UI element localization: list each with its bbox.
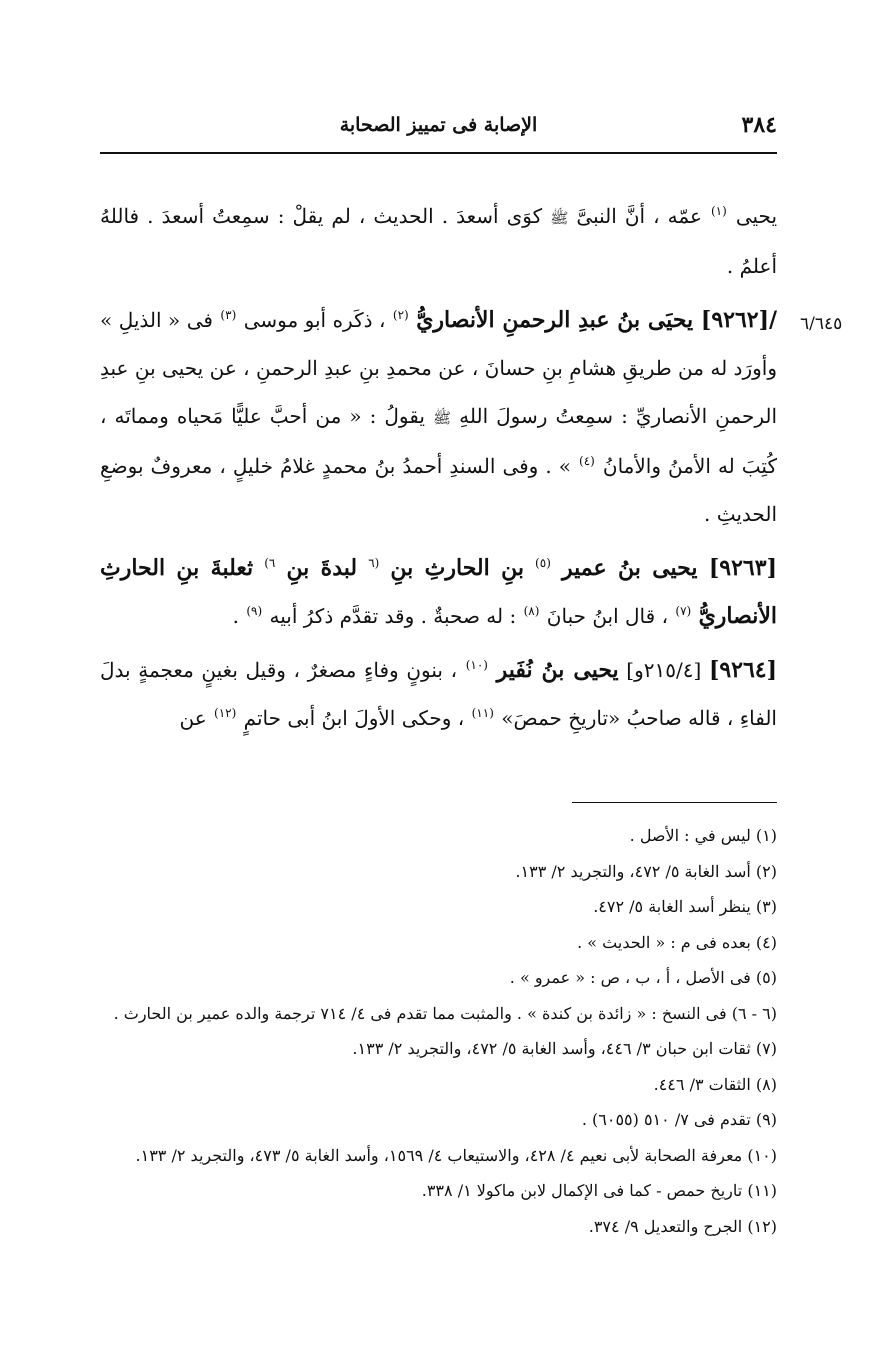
- text-span: ، بنونٍ وفاءٍ مصغرٌ ، وقيل بغينٍ معجمةٍ بدلَ الفاءِ ، قاله صاحبُ «تاريخِ حمصَ»: [100, 658, 777, 730]
- entry-heading-part: يحيى بنُ نُفَير: [496, 657, 619, 683]
- footnote-ref: (٩): [246, 604, 263, 619]
- entry-heading-part: ثعلبةَ بنِ الحارثِ الأنصاريُّ: [100, 555, 777, 629]
- footnote-ref: (٣): [220, 308, 237, 323]
- footnote-ref: (١٠): [465, 658, 488, 673]
- text-span: فى « الذيلِ » وأورَد له من طريقِ هشامِ بنِ حسانَ ، عن محمدِ بنِ عبدِ الرحمنِ ، عن يحيى بنِ عبدِ الرحمنِ الأنصاريِّ : سمِعتُ رسولَ اللهِ: [100, 308, 778, 428]
- footnote: (٥) فى الأصل ، أ ، ب ، ص : « عمرو » .: [509, 968, 777, 987]
- entry-heading: /[٩٢٦٢] يحيَى بنُ عبدِ الرحمنِ الأنصاريُّ: [416, 307, 778, 333]
- text-span: كوَى أسعدَ . الحديث ، لم يقلْ : سمِعتُ أسعدَ . فاللهُ أعلمُ .: [100, 204, 777, 278]
- footnote: (٧) ثقات ابن حبان ٣/ ٤٤٦، وأسد الغابة ٥/ ٤٧٢، والتجريد ٢/ ١٣٣.: [352, 1039, 777, 1058]
- footnote: (٩) تقدم فى ٧/ ٥١٠ (٦٠٥٥) .: [581, 1110, 777, 1129]
- entry-heading: [٩٢٦٣] يحيى بنُ عمير: [561, 555, 777, 581]
- paragraph-continuation: [100, 192, 777, 290]
- entry-9263: [100, 544, 777, 640]
- text-span: .: [232, 604, 239, 628]
- footnote: (٣) ينظر أسد الغابة ٥/ ٤٧٢.: [593, 897, 777, 916]
- text-span: يقولُ : « من أحبَّ عليًّا مَحياه ومماتَه ، كُتِبَ له الأمنُ والأمانُ: [100, 404, 777, 478]
- footnote-ref: ٦): [264, 556, 276, 571]
- entry-heading: [٩٢٦٤]: [708, 657, 778, 683]
- footnote-ref: (١١): [471, 706, 494, 721]
- footnote: (٤) بعده فى م : « الحديث » .: [577, 932, 777, 952]
- footnote: (١١) تاريخ حمص - كما فى الإكمال لابن ماكولا ١/ ٣٣٨.: [421, 1181, 777, 1200]
- text-span: ، قال ابنُ حبانَ: [546, 604, 669, 628]
- footnote-rule: [572, 802, 777, 803]
- footnote-ref: (٨): [523, 604, 540, 619]
- footnote: (١) ليس في : الأصل .: [629, 826, 777, 845]
- footnote-ref: (١٢): [214, 706, 237, 721]
- running-title: الإصابة فى تمييز الصحابة: [339, 114, 538, 136]
- entry-9264: [100, 646, 777, 742]
- entry-heading-part: لبدةَ بنِ: [286, 555, 358, 581]
- text-span: : له صحبةٌ . وقد تقدَّم ذكرُ أبيه: [269, 604, 517, 628]
- footnote: (١٢) الجرح والتعديل ٩/ ٣٧٤.: [588, 1216, 777, 1236]
- footnotes: [100, 818, 777, 1244]
- honorific-symbol: ﷺ: [432, 409, 452, 427]
- footnote-ref: (٦: [368, 556, 380, 571]
- footnote-ref: (٤): [579, 454, 595, 469]
- footnote: (٦ - ٦) فى النسخ : « زائدة بن كندة » . والمثبت مما تقدم فى ٤/ ٧١٤ ترجمة والده عمير بن الحارث .: [113, 1003, 777, 1023]
- header-rule: [100, 152, 777, 154]
- text-span: يحيى: [735, 204, 778, 228]
- entry-heading-part: بنِ الحارثِ بنِ: [390, 555, 524, 581]
- footnote: (١٠) معرفة الصحابة لأبى نعيم ٤/ ٤٢٨، والاستيعاب ٤/ ١٥٦٩، وأسد الغابة ٥/ ٤٧٣، والتجريد ٢/ ١٣٣.: [135, 1145, 777, 1165]
- margin-reference: ٦/٦٤٥: [800, 314, 843, 334]
- text-span: » . وفى السندِ أحمدُ بنُ محمدٍ غلامُ خليلٍ ، معروفٌ بوضعِ الحديثِ .: [100, 454, 777, 526]
- text-span: عمّه ، أنَّ النبىَّ: [576, 204, 702, 228]
- text-span: ، وحكى الأولَ ابنُ أبى حاتمٍ: [243, 706, 465, 730]
- footnote-ref: (٧): [675, 604, 692, 619]
- footnote-ref: (١): [710, 204, 727, 219]
- main-text: [100, 192, 777, 742]
- entry-9262: [100, 296, 777, 538]
- text-span: ، ذكَره أبو موسى: [243, 308, 386, 332]
- text-span: عن: [179, 706, 207, 730]
- footnote-ref: (٢): [392, 308, 409, 323]
- page-number: ٣٨٤: [741, 112, 777, 138]
- footnote: (٢) أسد الغابة ٥/ ٤٧٢، والتجريد ٢/ ١٣٣.: [515, 861, 777, 881]
- honorific-symbol: ﷺ: [550, 209, 569, 227]
- page-header: [100, 112, 777, 144]
- footnote-ref: (٥): [535, 556, 551, 571]
- footnote: (٨) الثقات ٣/ ٤٤٦.: [653, 1074, 777, 1094]
- manuscript-ref: [٢١٥/٤و]: [626, 658, 702, 682]
